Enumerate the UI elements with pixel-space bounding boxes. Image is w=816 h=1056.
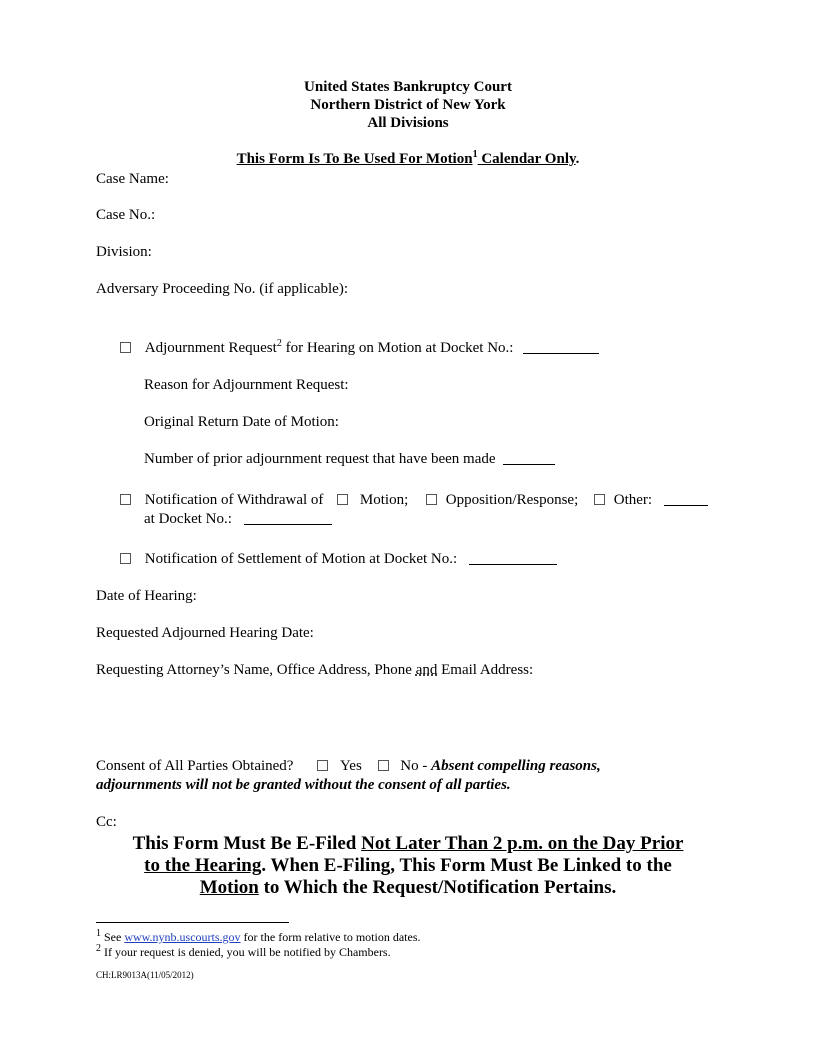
attorney-label-pre: Requesting Attorney’s Name, Office Address, Phone — [96, 662, 416, 678]
prior-count-blank[interactable] — [503, 452, 555, 465]
form-code: CH:LR9013A(11/05/2012) — [96, 970, 194, 980]
case-no-label: Case No.: — [96, 207, 156, 223]
withdrawal-docket-row — [144, 512, 332, 527]
consent-warning-2: adjournments will not be granted without the consent of all parties. — [96, 777, 511, 793]
adjournment-label-pre: Adjournment Request — [144, 340, 277, 356]
adjournment-row — [120, 338, 599, 356]
cc-label: Cc: — [96, 814, 117, 830]
settlement-row — [120, 552, 557, 567]
notice-line-1 — [0, 834, 816, 853]
withdrawal-motion-checkbox[interactable] — [337, 494, 348, 505]
notice-line-1-underlined: Not Later Than 2 p.m. on the Day Prior — [361, 833, 684, 854]
footnote-2-number: 2 — [96, 943, 101, 954]
attorney-label-post: Email Address: — [437, 662, 534, 678]
notice-line-3-underlined: Motion — [199, 877, 259, 898]
nynb-website-link[interactable]: www.nynb.uscourts.gov — [124, 930, 241, 944]
notice-line-2-post: . When E-Filing, This Form Must Be Linked to the — [261, 855, 672, 876]
notice-line-3-post: to Which the Request/Notification Pertains. — [258, 877, 617, 898]
withdrawal-opposition-label: Opposition/Response; — [445, 492, 579, 508]
withdrawal-motion-label: Motion; — [359, 492, 409, 508]
footnote-1-number: 1 — [96, 928, 101, 939]
footnote-1-pre: See — [101, 930, 125, 944]
consent-question: Consent of All Parties Obtained? — [96, 758, 294, 774]
settlement-checkbox[interactable] — [120, 553, 131, 564]
adjournment-docket-blank[interactable] — [523, 341, 599, 354]
footnote-1 — [96, 928, 421, 944]
district-name: Northern District of New York — [310, 97, 506, 113]
prior-count-label: Number of prior adjournment request that have been made — [144, 451, 496, 467]
notice-line-3 — [0, 878, 816, 897]
case-name-label: Case Name: — [96, 171, 169, 187]
form-use-heading-post: Calendar Only — [477, 151, 576, 167]
settlement-docket-blank[interactable] — [469, 552, 557, 565]
consent-no-label: No - — [400, 758, 428, 774]
prior-count-row — [144, 452, 555, 467]
withdrawal-docket-label: at Docket No.: — [144, 511, 232, 527]
divisions-label: All Divisions — [367, 115, 449, 131]
footnote-ref-2: 2 — [276, 338, 282, 349]
notice-line-2-underlined: to the Hearing — [144, 855, 262, 876]
withdrawal-label: Notification of Withdrawal of — [144, 492, 324, 508]
footnote-ref-1: 1 — [472, 149, 478, 160]
withdrawal-other-blank[interactable] — [664, 493, 708, 506]
withdrawal-row — [120, 493, 708, 508]
date-of-hearing-label: Date of Hearing: — [96, 588, 197, 604]
adjournment-checkbox[interactable] — [120, 342, 131, 353]
requested-date-label: Requested Adjourned Hearing Date: — [96, 625, 314, 641]
consent-no-checkbox[interactable] — [378, 760, 389, 771]
adversary-label: Adversary Proceeding No. (if applicable): — [96, 281, 348, 297]
consent-warning-1: Absent compelling reasons, — [431, 758, 601, 774]
attorney-label-and: and — [415, 662, 438, 678]
court-name: United States Bankruptcy Court — [304, 79, 512, 95]
adjournment-label-post: for Hearing on Motion at Docket No.: — [281, 340, 514, 356]
withdrawal-docket-blank[interactable] — [244, 512, 332, 525]
settlement-label: Notification of Settlement of Motion at Docket No.: — [144, 551, 458, 567]
footnote-1-post: for the form relative to motion dates. — [240, 930, 421, 944]
footnote-2 — [96, 943, 391, 959]
notice-line-1-pre: This Form Must Be E-Filed — [132, 833, 362, 854]
form-use-heading — [0, 149, 816, 167]
form-use-heading-pre: This Form Is To Be Used For Motion — [236, 151, 473, 167]
division-label: Division: — [96, 244, 152, 260]
footnote-2-text: If your request is denied, you will be notified by Chambers. — [101, 945, 391, 959]
consent-yes-checkbox[interactable] — [317, 760, 328, 771]
withdrawal-other-label: Other: — [613, 492, 653, 508]
notice-line-2 — [0, 856, 816, 875]
form-use-heading-period: . — [575, 151, 580, 167]
footnote-divider — [96, 922, 289, 923]
consent-row — [96, 759, 601, 774]
withdrawal-opposition-checkbox[interactable] — [426, 494, 437, 505]
reason-label: Reason for Adjournment Request: — [144, 377, 349, 393]
original-date-label: Original Return Date of Motion: — [144, 414, 339, 430]
consent-yes-label: Yes — [339, 758, 362, 774]
withdrawal-other-checkbox[interactable] — [594, 494, 605, 505]
attorney-label — [96, 663, 533, 678]
withdrawal-checkbox[interactable] — [120, 494, 131, 505]
